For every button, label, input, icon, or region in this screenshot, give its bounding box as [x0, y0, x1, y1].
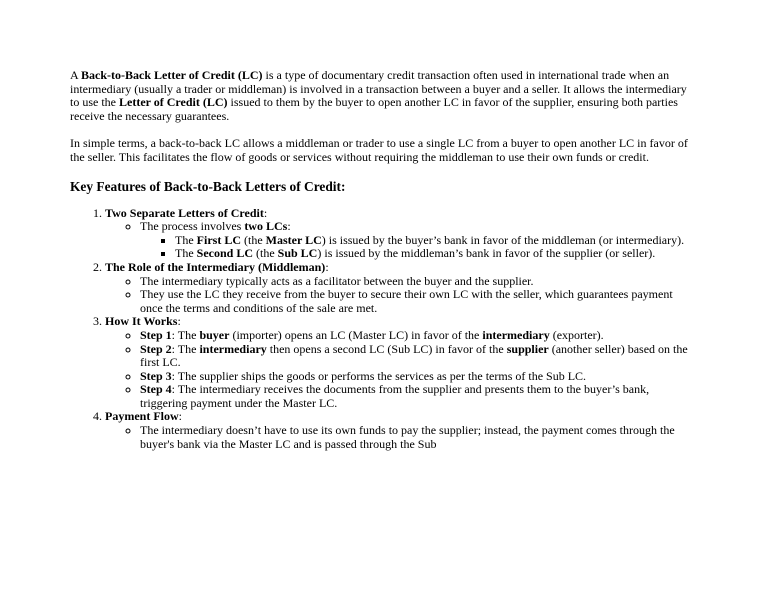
step-label: Step 2 — [140, 341, 172, 356]
features-list — [70, 207, 698, 452]
text: : The — [171, 327, 200, 342]
term-letter-of-credit: Letter of Credit (LC) — [119, 95, 228, 110]
summary-paragraph: In simple terms, a back-to-back LC allows a middleman or trader to use a single LC from a buyer to open another LC in favor of the seller. This facilitates the flow of goods or services without requiring the middleman to use their own funds or credit. — [70, 136, 688, 164]
bold-text: two LCs — [244, 219, 288, 234]
text: : — [263, 205, 268, 220]
text: (the — [240, 232, 266, 247]
text: : — [177, 314, 181, 329]
feature-item-intermediary-role — [105, 261, 698, 315]
step-label: Step 4 — [140, 382, 172, 397]
text: : — [287, 219, 291, 234]
sub-list — [105, 424, 698, 451]
feature-title: How It Works — [105, 314, 178, 329]
text: The — [175, 232, 197, 247]
text: : The — [171, 341, 200, 356]
text: The process involves — [140, 219, 245, 234]
intro-paragraph — [70, 69, 698, 123]
bold-text: intermediary — [482, 327, 550, 342]
text: then opens a second LC (Sub LC) in favor of the — [266, 341, 507, 356]
bold-text: intermediary — [199, 341, 267, 356]
document-page — [70, 69, 698, 451]
nested-list — [140, 234, 698, 261]
step-label: Step 3 — [140, 368, 172, 383]
text: : — [325, 259, 329, 274]
step-item-4 — [140, 383, 698, 410]
step-item-1 — [140, 329, 698, 343]
nested-item-first-lc — [175, 234, 698, 248]
feature-title: Two Separate Letters of Credit — [105, 205, 264, 220]
text: : — [178, 409, 182, 424]
text: A — [70, 68, 82, 82]
step-label: Step 1 — [140, 327, 172, 342]
text: (importer) opens an LC (Master LC) in favor of the — [229, 327, 483, 342]
text: The — [175, 246, 197, 261]
term-back-to-back-lc: Back-to-Back Letter of Credit (LC) — [81, 68, 263, 82]
sub-item — [140, 220, 698, 261]
sub-list — [105, 275, 698, 316]
text: (exporter). — [549, 327, 604, 342]
text: (the — [253, 246, 278, 261]
text: (another seller) based on the first LC. — [140, 341, 688, 370]
bold-text: First LC — [196, 232, 241, 247]
text: ) is issued by the middleman’s bank in favor of the supplier (or seller). — [317, 246, 656, 261]
sub-item: ◦ The intermediary typically acts as a facilitator between the buyer and the supplier. — [140, 275, 698, 289]
bold-text: Sub LC — [277, 246, 318, 261]
text: : The supplier ships the goods or performs the services as per the terms of the Sub LC. — [171, 368, 587, 383]
section-heading: Key Features of Back-to-Back Letters of Credit: — [70, 178, 346, 194]
feature-item-two-lcs — [105, 207, 698, 261]
text: is a type of documentary credit transaction often used in international trade when an intermediary (usually a trader or middleman) is involved in a transaction between a buyer and a seller. It allows the intermediary to use the — [70, 68, 687, 110]
text: : The intermediary receives the documents from the supplier and presents them to the buyer’s bank, triggering payment under the Master LC. — [140, 382, 650, 410]
bold-text: supplier — [506, 341, 549, 356]
step-item-2 — [140, 343, 698, 370]
sub-list — [105, 220, 698, 261]
nested-item-second-lc — [175, 247, 698, 261]
feature-title: Payment Flow — [105, 409, 179, 424]
steps-list — [105, 329, 698, 411]
text: issued to them by the buyer to open another LC in favor of the supplier, ensuring both parties receive the necessary guarantees. — [70, 95, 678, 123]
sub-item: ◦ The intermediary doesn’t have to use its own funds to pay the supplier; instead, the payment comes through the buyer's bank via the Master LC and is passed through the Sub — [140, 424, 698, 451]
text: ) is issued by the buyer’s bank in favor of the middleman (or intermediary). — [321, 232, 685, 247]
step-item-3 — [140, 370, 698, 384]
bold-text: Second LC — [196, 246, 253, 261]
bold-text: buyer — [199, 327, 230, 342]
bold-text: Master LC — [265, 232, 322, 247]
feature-item-how-it-works — [105, 315, 698, 410]
feature-title: The Role of the Intermediary (Middleman) — [105, 259, 326, 274]
feature-item-payment-flow — [105, 410, 698, 451]
sub-item: ◦ They use the LC they receive from the buyer to secure their own LC with the seller, which guarantees payment once the terms and conditions of the sale are met. — [140, 288, 698, 315]
